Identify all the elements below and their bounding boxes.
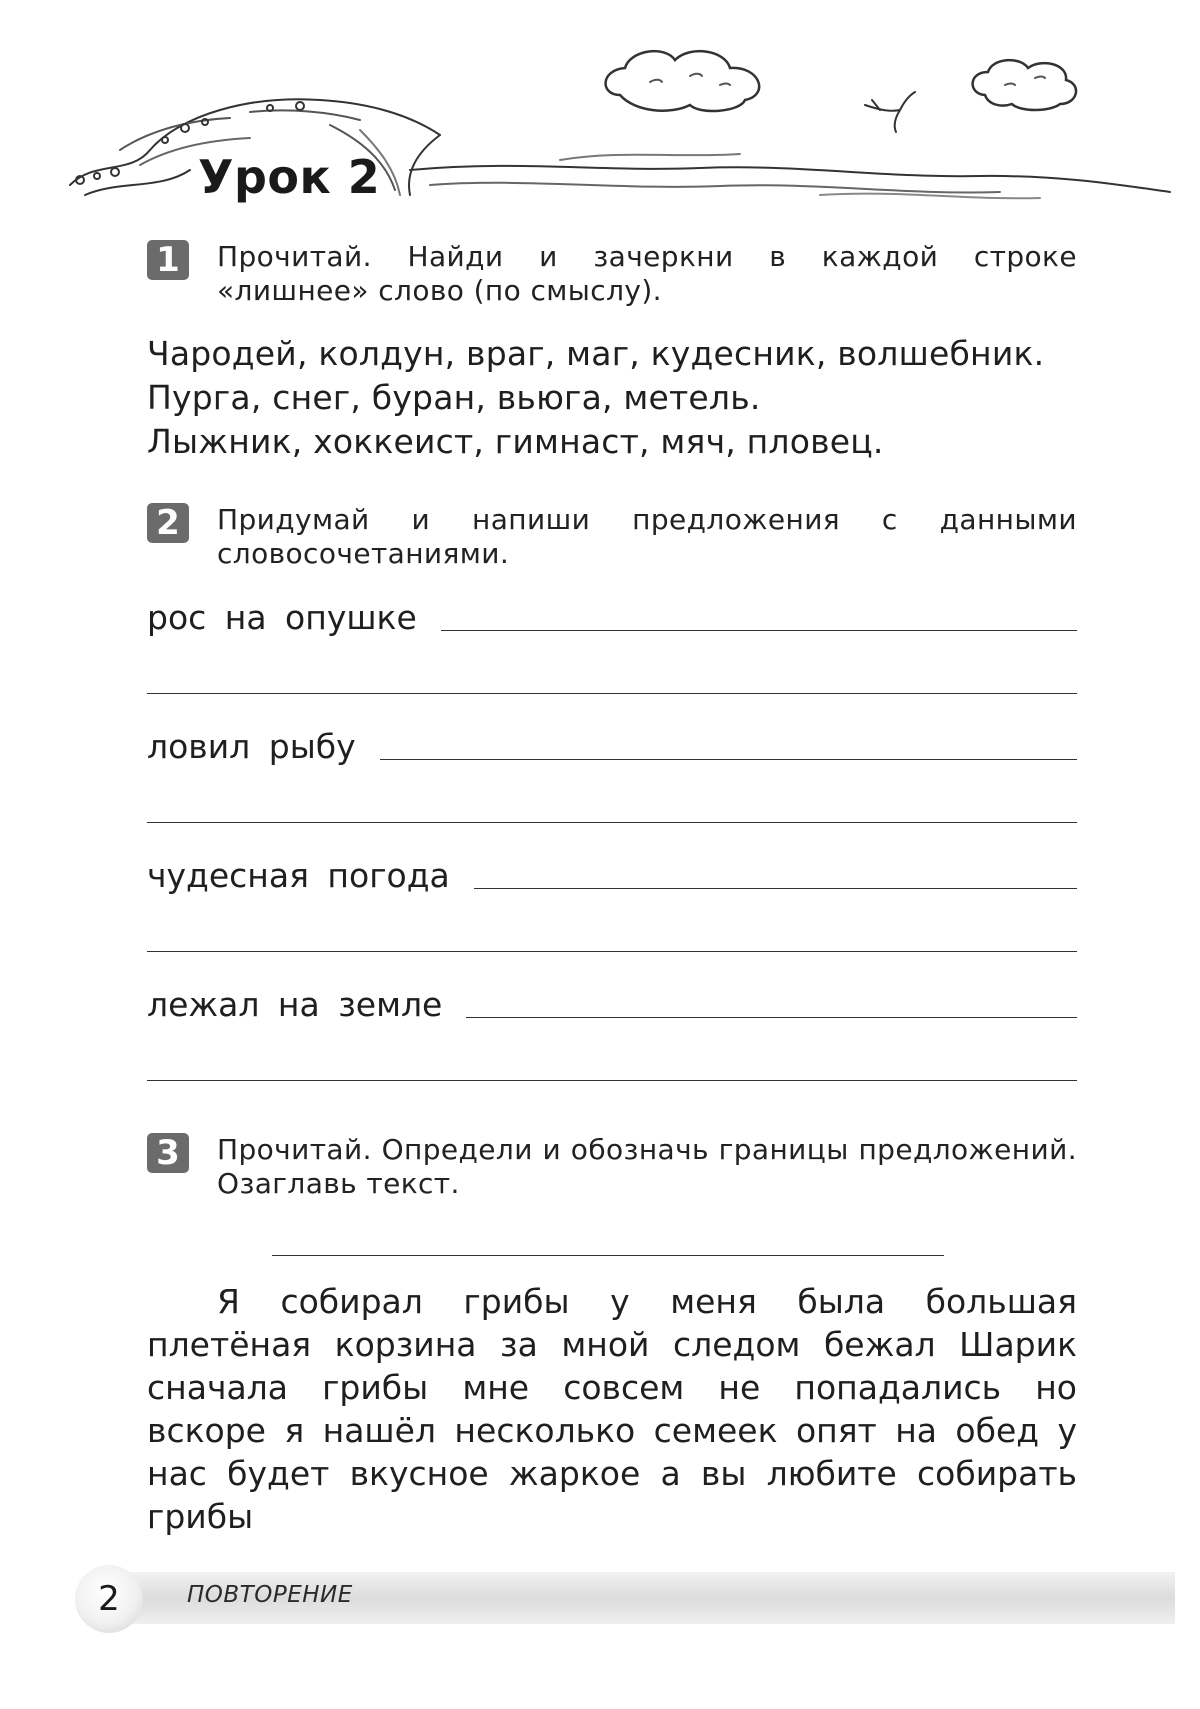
word-line[interactable]: Лыжник, хоккеист, гимнаст, мяч, пловец. bbox=[147, 422, 884, 461]
word-line[interactable]: Пурга, снег, буран, вьюга, метель. bbox=[147, 378, 761, 417]
story-paragraph: Я собирал грибы у меня была большая плетёная корзина за мной следом бежал Шарик сначала грибы мне совсем не попадались но вскоре я нашёл несколько семеек опят на обед у нас будет вкусное жаркое а вы любите собирать грибы bbox=[147, 1282, 1077, 1536]
task-number-badge: 1 bbox=[147, 240, 189, 280]
page-number: 2 bbox=[75, 1565, 143, 1633]
phrase-label: чудесная погода bbox=[147, 856, 450, 895]
phrase-label: рос на опушке bbox=[147, 598, 417, 637]
answer-line[interactable] bbox=[474, 888, 1077, 889]
phrase-label: лежал на земле bbox=[147, 985, 443, 1024]
header-illustration bbox=[0, 0, 1200, 230]
word-line[interactable]: Чародей, колдун, враг, маг, кудесник, волшебник. bbox=[147, 334, 1045, 373]
page-title: Урок 2 bbox=[198, 150, 381, 204]
phrase-row bbox=[147, 717, 1077, 767]
answer-line[interactable] bbox=[147, 822, 1077, 823]
answer-line[interactable] bbox=[147, 951, 1077, 952]
task-3 bbox=[147, 1133, 1077, 1201]
phrase-label: ловил рыбу bbox=[147, 727, 356, 766]
answer-line[interactable] bbox=[466, 1017, 1077, 1018]
answer-line[interactable] bbox=[380, 759, 1077, 760]
phrase-row bbox=[147, 846, 1077, 896]
task-instruction: Придумай и напиши предложения с данными словосочетаниями. bbox=[217, 503, 1077, 570]
task-2 bbox=[147, 503, 1077, 571]
word-lines bbox=[147, 332, 1077, 464]
task-number-badge: 3 bbox=[147, 1133, 189, 1173]
story-text bbox=[147, 1280, 1077, 1538]
task-1 bbox=[147, 240, 1077, 308]
task-number-badge: 2 bbox=[147, 503, 189, 543]
answer-line[interactable] bbox=[147, 1080, 1077, 1081]
task-instruction: Прочитай. Определи и обозначь границы предложений. Озаглавь текст. bbox=[217, 1133, 1077, 1200]
title-answer-line[interactable] bbox=[272, 1255, 944, 1256]
section-label: ПОВТОРЕНИЕ bbox=[187, 1582, 353, 1608]
answer-line[interactable] bbox=[147, 693, 1077, 694]
task-instruction: Прочитай. Найди и зачеркни в каждой строке «лишнее» слово (по смыслу). bbox=[217, 240, 1077, 307]
phrase-row bbox=[147, 588, 1077, 638]
answer-line[interactable] bbox=[441, 630, 1077, 631]
phrase-row bbox=[147, 975, 1077, 1025]
